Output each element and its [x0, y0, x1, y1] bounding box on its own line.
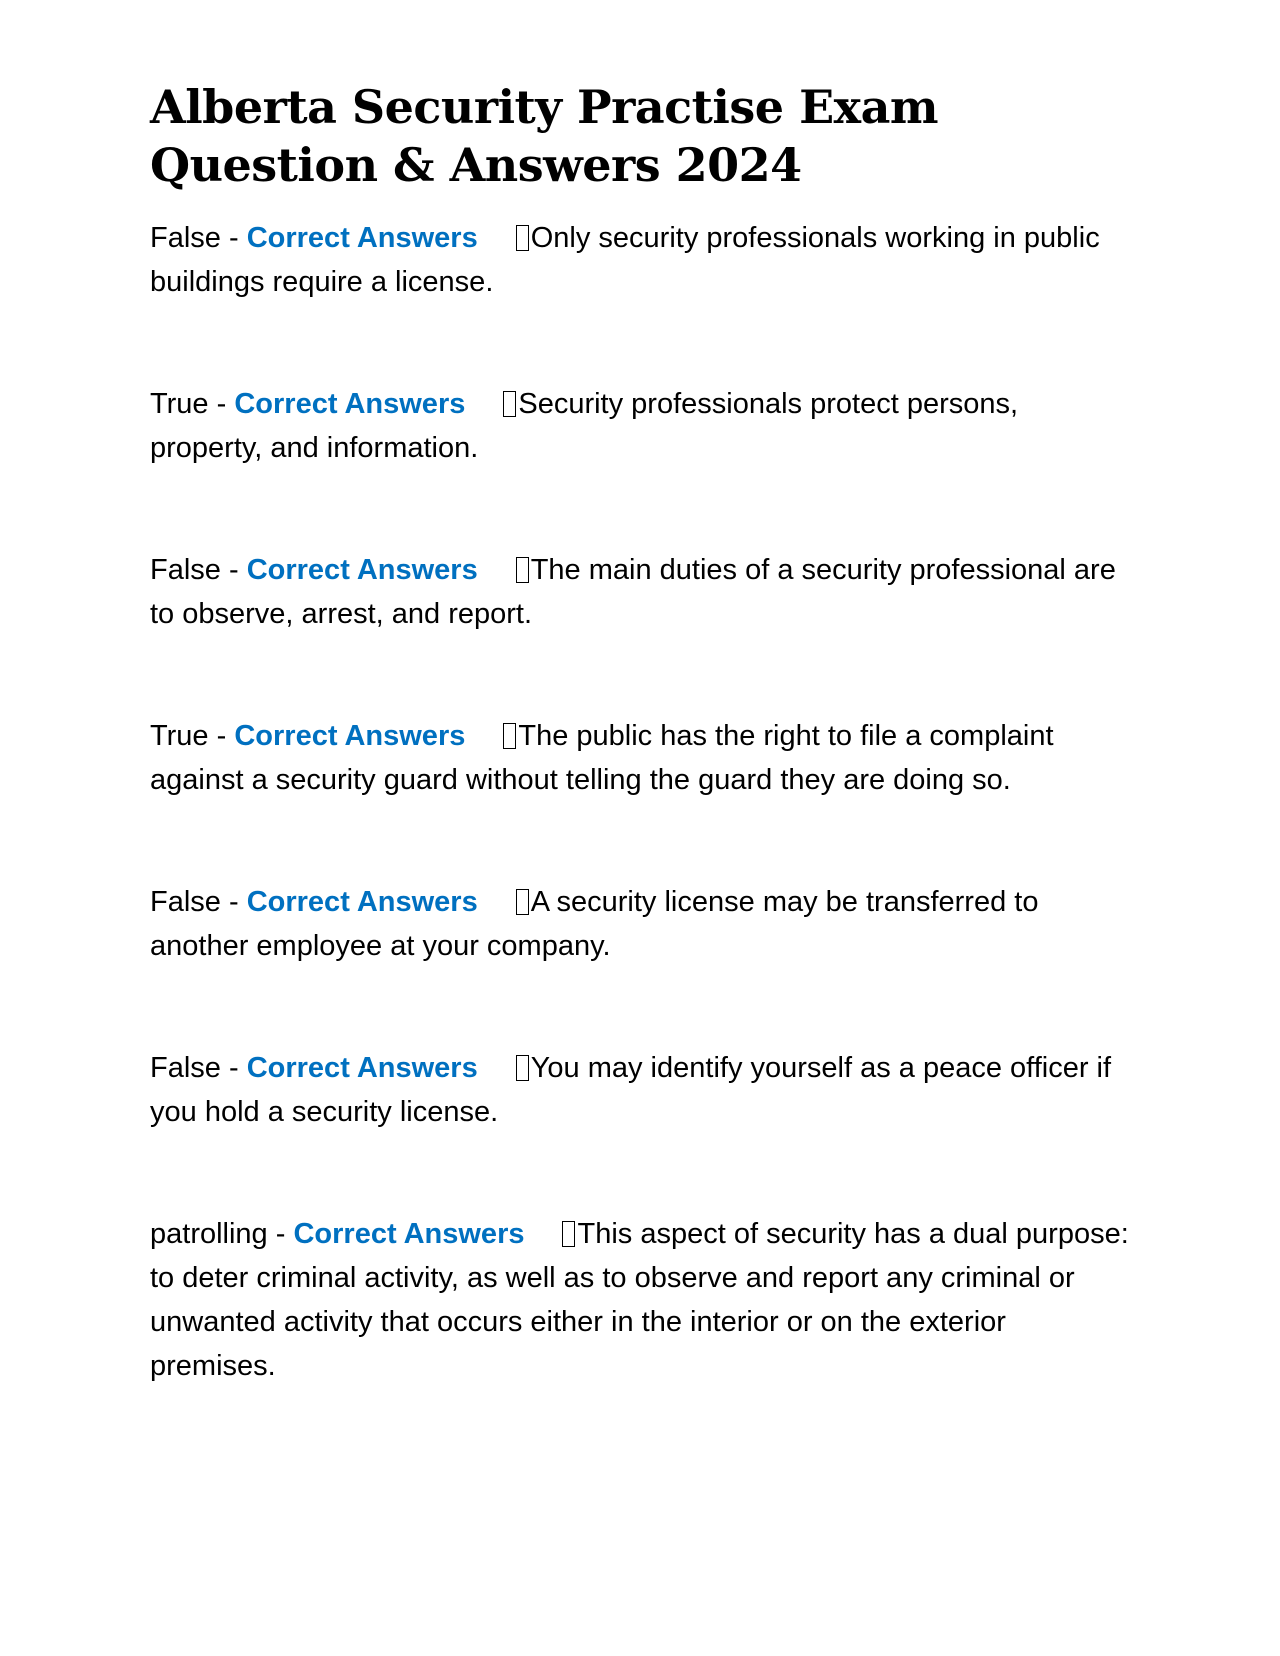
missing-glyph-box-icon	[503, 723, 516, 749]
separator: -	[208, 388, 235, 420]
answer-text: True	[150, 720, 209, 752]
missing-glyph-box-icon	[503, 391, 516, 417]
answer-text: False	[150, 554, 221, 586]
answer-text: False	[150, 886, 221, 918]
document-title: Alberta Security Practise Exam Question & Answers 2024	[150, 80, 939, 192]
missing-glyph-box-icon	[516, 889, 529, 915]
correct-answers-label: Correct Answers	[246, 1052, 478, 1084]
qa-entry	[150, 382, 1135, 470]
separator: -	[220, 554, 247, 586]
correct-answers-label: Correct Answers	[246, 886, 478, 918]
missing-glyph-box-icon	[562, 1221, 575, 1247]
correct-answers-label: Correct Answers	[246, 554, 478, 586]
missing-glyph-box-icon	[516, 225, 529, 251]
qa-entry	[150, 216, 1135, 304]
separator: -	[267, 1218, 294, 1250]
correct-answers-label: Correct Answers	[293, 1218, 525, 1250]
question-text: A security license may be transferred to another employee at your company.	[150, 886, 1039, 962]
qa-entry	[150, 880, 1135, 968]
separator: -	[220, 222, 247, 254]
qa-entry	[150, 714, 1135, 802]
document-page	[150, 78, 1135, 1466]
answer-text: True	[150, 388, 209, 420]
qa-entry	[150, 548, 1135, 636]
qa-entry	[150, 1212, 1135, 1388]
question-text: The main duties of a security professional are to observe, arrest, and report.	[150, 554, 1116, 630]
answer-text: patrolling	[150, 1218, 268, 1250]
question-text: You may identify yourself as a peace officer if you hold a security license.	[150, 1052, 1112, 1128]
qa-entry	[150, 1046, 1135, 1134]
question-text: The public has the right to file a complaint against a security guard without telling the guard they are doing so.	[150, 720, 1054, 796]
correct-answers-label: Correct Answers	[234, 388, 466, 420]
separator: -	[208, 720, 235, 752]
question-text: This aspect of security has a dual purpose: to deter criminal activity, as well as to observe and report any criminal or unwanted activity that occurs either in the interior or on the exterior premises.	[150, 1218, 1129, 1382]
missing-glyph-box-icon	[516, 1055, 529, 1081]
question-text: Security professionals protect persons, property, and information.	[150, 388, 1019, 464]
question-text: Only security professionals working in public buildings require a license.	[150, 222, 1100, 298]
correct-answers-label: Correct Answers	[246, 222, 478, 254]
answer-text: False	[150, 222, 221, 254]
qa-list	[150, 216, 1135, 1388]
separator: -	[220, 1052, 247, 1084]
correct-answers-label: Correct Answers	[234, 720, 466, 752]
answer-text: False	[150, 1052, 221, 1084]
separator: -	[220, 886, 247, 918]
missing-glyph-box-icon	[516, 557, 529, 583]
